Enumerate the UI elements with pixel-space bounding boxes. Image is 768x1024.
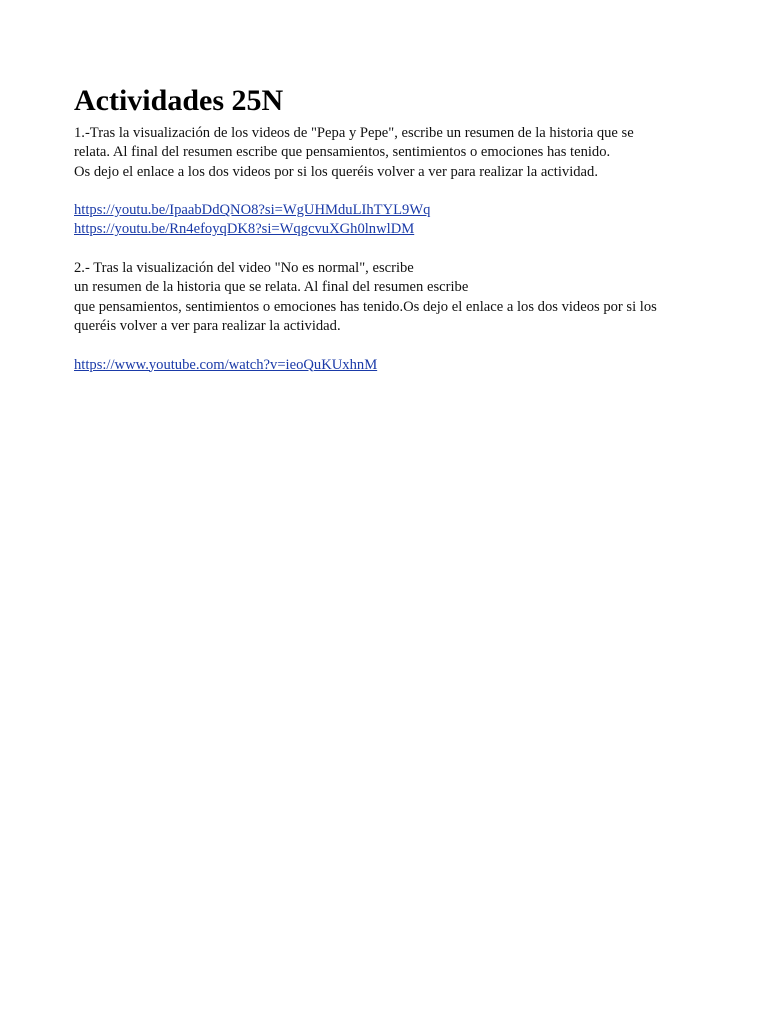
document-title: Actividades 25N	[74, 84, 284, 117]
activity-2-line: queréis volver a ver para realizar la actividad.	[74, 317, 341, 334]
video-link-no-es-normal[interactable]: https://www.youtube.com/watch?v=ieoQuKUxhnM	[74, 356, 378, 373]
paragraph-spacer	[74, 336, 704, 355]
paragraph-spacer	[74, 182, 704, 201]
activity-2-line: que pensamientos, sentimientos o emociones has tenido.Os dejo el enlace a los dos videos por si los	[74, 298, 657, 315]
video-link-pepa-y-pepe-2[interactable]: https://youtu.be/Rn4efoyqDK8?si=WqgcvuXGh0lnwlDM	[74, 221, 415, 238]
activity-1-line: 1.-Tras la visualización de los videos de "Pepa y Pepe", escribe un resumen de la historia que se	[74, 125, 634, 141]
video-link-pepa-y-pepe-1[interactable]: https://youtu.be/IpaabDdQNO8?si=WgUHMduLIhTYL9Wq	[74, 202, 431, 219]
activity-2-line: 2.- Tras la visualización del video "No es normal", escribe	[74, 260, 414, 277]
activity-1-line: Os dejo el enlace a los dos videos por si los queréis volver a ver para realizar la actividad.	[74, 163, 598, 180]
activity-2-text	[74, 259, 704, 336]
document-page	[74, 82, 704, 375]
paragraph-spacer	[74, 240, 704, 259]
activity-1-line: relata. Al final del resumen escribe que pensamientos, sentimientos o emociones has tenido.	[74, 144, 611, 161]
activity-1-text	[74, 124, 704, 182]
activity-2-line: un resumen de la historia que se relata. Al final del resumen escribe	[74, 279, 469, 296]
